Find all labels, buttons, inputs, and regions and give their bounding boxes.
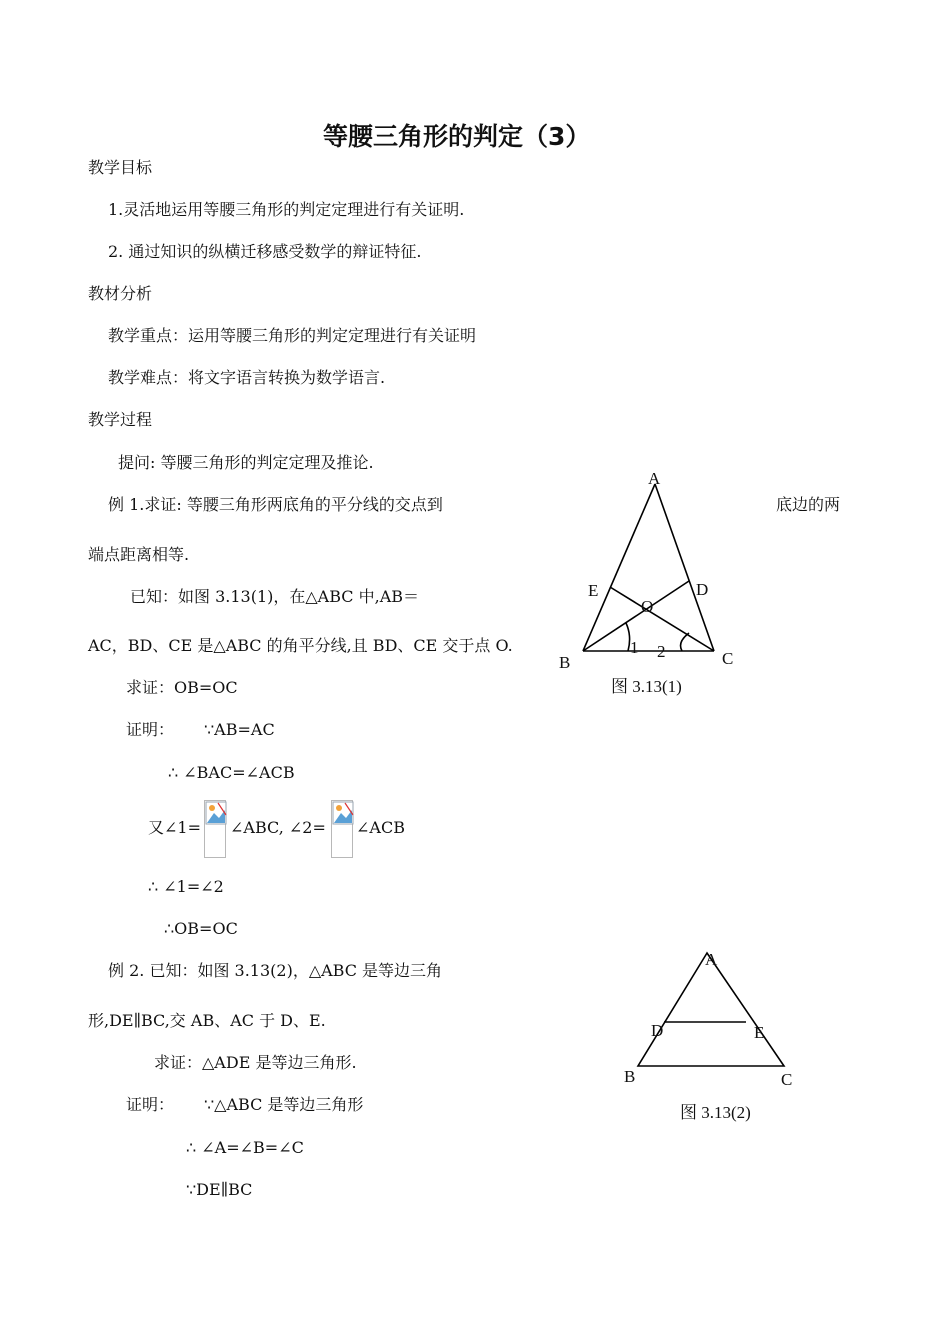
fig1-label-1: 1 bbox=[630, 638, 639, 657]
process-heading: 教学过程 bbox=[88, 410, 153, 429]
fig1-label-A: A bbox=[648, 469, 661, 488]
example1-prove: 求证：OB=OC bbox=[126, 678, 238, 697]
fig2-label-A: A bbox=[705, 950, 718, 969]
example2-proof-label: 证明： bbox=[126, 1095, 175, 1114]
fig1-label-2: 2 bbox=[657, 642, 666, 661]
example1-line1-end: 底边的两 bbox=[776, 495, 841, 514]
example2-prove: 求证：△ADE 是等边三角形. bbox=[154, 1053, 357, 1072]
example1-proof-step-3b: ∠ABC, ∠2= bbox=[230, 818, 326, 837]
fig2-label-B: B bbox=[624, 1067, 636, 1086]
example1-proof-step-5: ∴OB=OC bbox=[164, 919, 238, 938]
goals-heading: 教学目标 bbox=[88, 158, 153, 177]
example1-line1: 例 1.求证: 等腰三角形两底角的平分线的交点到 bbox=[108, 495, 443, 514]
analysis-heading: 教材分析 bbox=[88, 284, 153, 303]
example1-given-1: 已知：如图 3.13(1)，在△ABC 中,AB＝ bbox=[130, 587, 420, 606]
question-text: 提问: 等腰三角形的判定定理及推论. bbox=[118, 453, 374, 472]
example2-proof-step-1: ∵△ABC 是等边三角形 bbox=[204, 1095, 364, 1114]
page-title: 等腰三角形的判定（3） bbox=[323, 122, 591, 151]
example2-proof-step-2: ∴ ∠A=∠B=∠C bbox=[186, 1138, 304, 1157]
goal-2: 2. 通过知识的纵横迁移感受数学的辩证特征. bbox=[108, 242, 422, 261]
fig2-label-E: E bbox=[754, 1023, 765, 1042]
fig1-label-B: B bbox=[559, 653, 571, 672]
example1-proof-step-3a: 又∠1= bbox=[148, 818, 201, 837]
fig1-label-E: E bbox=[588, 581, 599, 600]
example2-line2: 形,DE∥BC,交 AB、AC 于 D、E. bbox=[88, 1011, 326, 1030]
fig2-label-C: C bbox=[781, 1070, 793, 1089]
goal-1: 1.灵活地运用等腰三角形的判定定理进行有关证明. bbox=[108, 200, 465, 219]
example1-proof-step-3c: ∠ACB bbox=[356, 818, 405, 837]
difficulty: 教学难点：将文字语言转换为数学语言. bbox=[108, 368, 386, 387]
example1-proof-label: 证明： bbox=[126, 720, 175, 739]
fig2-label-D: D bbox=[651, 1021, 664, 1040]
fig1-label-C: C bbox=[722, 649, 734, 668]
example1-given-2: AC，BD、CE 是△ABC 的角平分线,且 BD、CE 交于点 O. bbox=[88, 636, 513, 655]
example1-proof-step-2: ∴ ∠BAC=∠ACB bbox=[168, 763, 295, 782]
example1-proof-step-4: ∴ ∠1=∠2 bbox=[148, 877, 224, 896]
example2-line1: 例 2. 已知：如图 3.13(2)，△ABC 是等边三角 bbox=[108, 961, 443, 980]
example1-proof-step-1: ∵AB=AC bbox=[204, 720, 275, 739]
example1-line2: 端点距离相等. bbox=[88, 545, 190, 564]
key-point: 教学重点：运用等腰三角形的判定定理进行有关证明 bbox=[108, 326, 477, 345]
figure-1-caption: 图 3.13(1) bbox=[611, 677, 682, 696]
triangle-ABC bbox=[638, 950, 784, 1066]
fig1-label-O: O bbox=[641, 597, 654, 616]
example2-proof-step-3: ∵DE∥BC bbox=[186, 1180, 253, 1199]
figure-2-caption: 图 3.13(2) bbox=[680, 1103, 751, 1122]
fig1-label-D: D bbox=[696, 580, 709, 599]
